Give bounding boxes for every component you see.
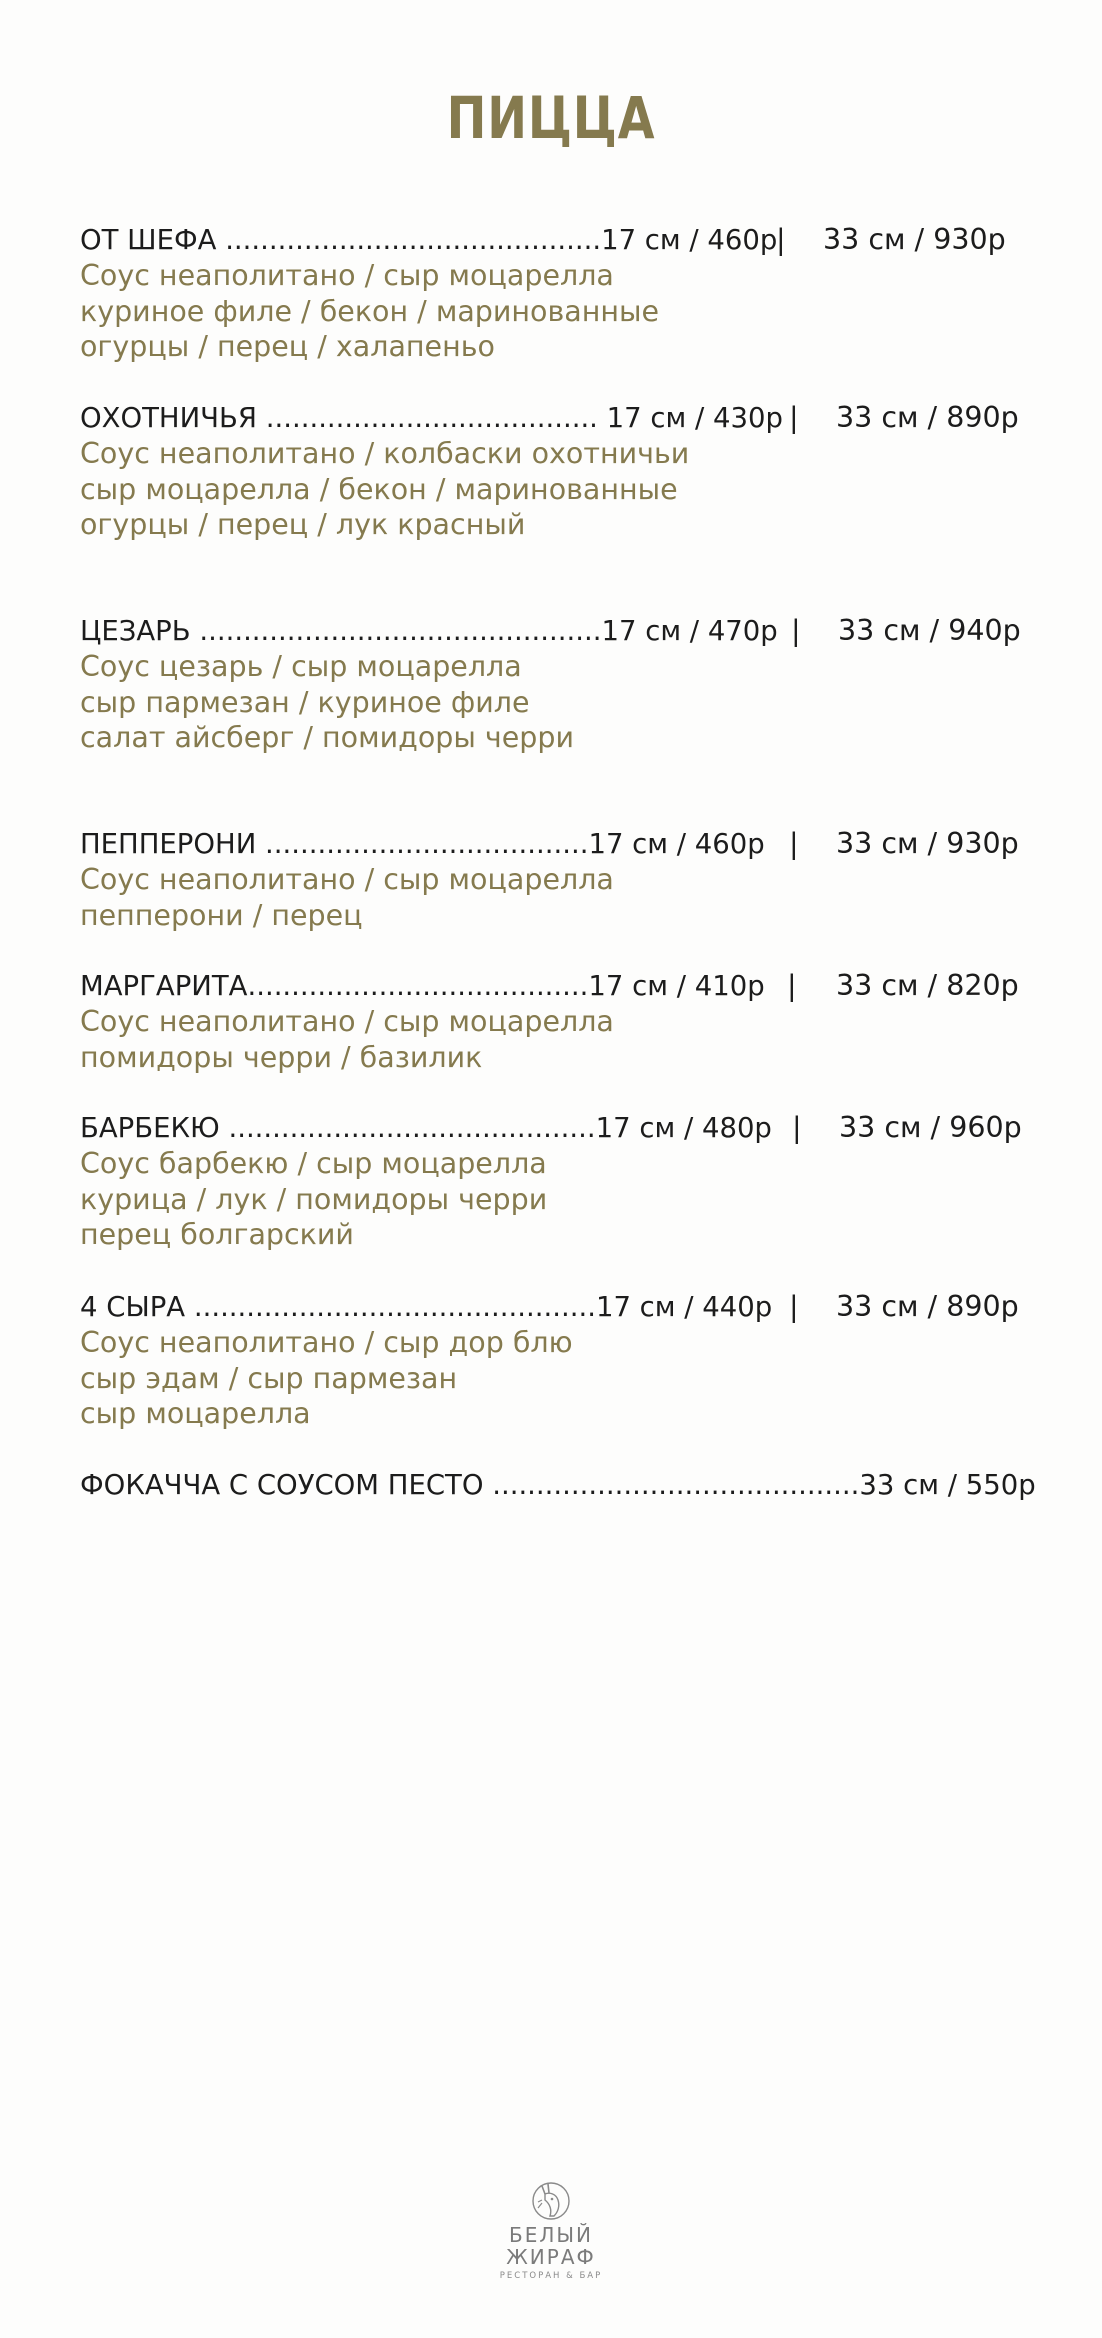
desc-line: Соус барбекю / сыр моцарелла <box>80 1147 547 1180</box>
item-name-small-price: ОХОТНИЧЬЯ ...................................... 17 см / 430р <box>80 402 783 434</box>
item-price-line <box>80 1289 1019 1325</box>
desc-line: курица / лук / помидоры черри <box>80 1182 548 1216</box>
item-description <box>80 649 574 756</box>
large-price: 33 см / 890р <box>836 1290 1019 1323</box>
desc-line: Соус неаполитано / сыр моцарелла <box>80 863 614 896</box>
large-price: 33 см / 930р <box>836 827 1019 860</box>
price-separator: | <box>776 223 786 256</box>
page-title: ПИЦЦА <box>446 84 656 152</box>
desc-line: огурцы / перец / лук красный <box>80 508 526 541</box>
item-price-line <box>80 400 1019 436</box>
price-separator: | <box>791 614 801 647</box>
desc-line: Соус цезарь / сыр моцарелла <box>80 650 522 683</box>
item-price-line <box>80 222 1006 258</box>
item-name-small-price: ПЕППЕРОНИ .....................................17 см / 460р <box>80 828 765 860</box>
item-price-line <box>80 968 1019 1004</box>
logo-name-line-1: БЕЛЫЙ <box>508 2223 593 2247</box>
desc-line: сыр моцарелла <box>80 1397 311 1430</box>
menu-item-4-cheese <box>80 1289 1019 1432</box>
desc-line: Соус неаполитано / колбаски охотничьи <box>80 437 690 470</box>
item-description <box>80 258 659 365</box>
item-name-small-price: БАРБЕКЮ ..........................................17 см / 480р <box>80 1112 772 1144</box>
menu-item-pepperoni <box>80 826 1019 933</box>
item-description <box>80 1325 573 1432</box>
desc-line: пепперони / перец <box>80 898 363 932</box>
desc-line: перец болгарский <box>80 1218 354 1251</box>
menu-item-caesar <box>80 613 1021 756</box>
item-description <box>80 1146 547 1253</box>
item-name-small-price: МАРГАРИТА.......................................17 см / 410р <box>80 970 765 1002</box>
logo-subtitle: РЕСТОРАН & БАР <box>499 2271 603 2281</box>
item-name-small-price: ОТ ШЕФА ...........................................17 см / 460р <box>80 224 778 256</box>
large-price: 33 см / 930р <box>823 223 1006 256</box>
item-price-line <box>80 826 1019 862</box>
desc-line: помидоры черри / базилик <box>80 1040 483 1074</box>
item-description <box>80 436 689 543</box>
logo-name-line-2: ЖИРАФ <box>506 2245 596 2269</box>
large-price: 33 см / 820р <box>836 969 1019 1002</box>
menu-item-barbecue <box>80 1110 1022 1253</box>
large-price: 33 см / 940р <box>838 614 1021 647</box>
item-name-small-price: 4 СЫРА ..............................................17 см / 440р <box>80 1291 773 1323</box>
item-name-price: ФОКАЧЧА С СОУСОМ ПЕСТО ..........................................33 см / 550р <box>80 1469 1036 1501</box>
menu-item-margarita <box>80 968 1019 1075</box>
price-separator: | <box>789 1290 799 1323</box>
item-name-small-price: ЦЕЗАРЬ ..............................................17 см / 470р <box>80 615 778 647</box>
large-price: 33 см / 960р <box>839 1111 1022 1144</box>
giraffe-head-icon <box>491 2178 611 2224</box>
desc-line: огурцы / перец / халапеньо <box>80 330 495 363</box>
desc-line: куриное филе / бекон / маринованные <box>80 294 660 328</box>
item-description <box>80 1004 614 1075</box>
item-price-line <box>80 613 1021 649</box>
desc-line: Соус неаполитано / сыр дор блю <box>80 1326 573 1359</box>
menu-item-ot-shefa <box>80 222 1006 365</box>
price-separator: | <box>789 827 799 860</box>
price-separator: | <box>787 969 797 1002</box>
desc-line: Соус неаполитано / сыр моцарелла <box>80 259 614 292</box>
item-description <box>80 862 614 933</box>
price-separator: | <box>792 1111 802 1144</box>
desc-line: салат айсберг / помидоры черри <box>80 721 574 754</box>
price-separator: | <box>789 401 799 434</box>
large-price: 33 см / 890р <box>836 401 1019 434</box>
desc-line: сыр пармезан / куриное филе <box>80 685 530 719</box>
item-price-line <box>80 1110 1022 1146</box>
desc-line: сыр моцарелла / бекон / маринованные <box>80 472 678 506</box>
logo <box>491 2178 611 2281</box>
desc-line: сыр эдам / сыр пармезан <box>80 1361 458 1395</box>
menu-item-okhotnichya <box>80 400 1019 543</box>
desc-line: Соус неаполитано / сыр моцарелла <box>80 1005 614 1038</box>
